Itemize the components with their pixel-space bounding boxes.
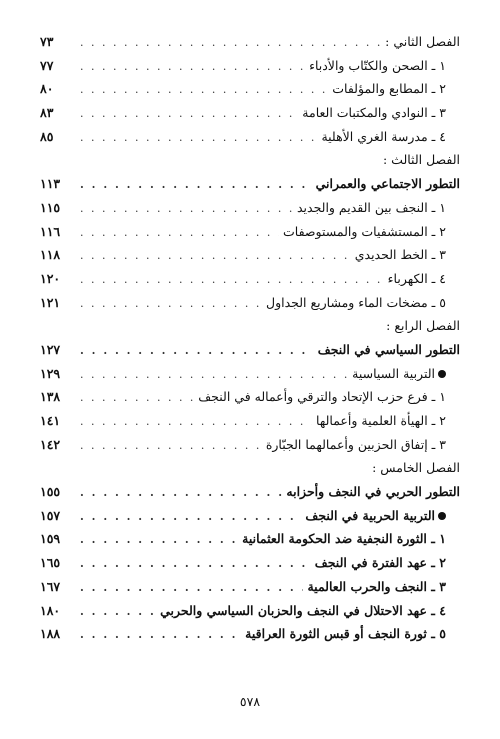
dot-leader bbox=[80, 221, 279, 245]
toc-entry-text: ٢ ـ المطابع والمؤلفات bbox=[332, 81, 446, 97]
toc-page-number: ٧٧ bbox=[40, 57, 54, 73]
toc-entry bbox=[40, 551, 460, 575]
toc-page-number: ١٦٧ bbox=[40, 578, 61, 594]
toc-entry bbox=[40, 385, 460, 409]
toc-chapter-heading bbox=[40, 456, 460, 480]
toc-entry-title bbox=[352, 362, 460, 386]
toc-entry-text: ٤ ـ الكهرباء bbox=[387, 270, 446, 286]
toc-entry bbox=[40, 599, 460, 623]
toc-entry-title bbox=[388, 267, 460, 291]
toc-page-number: ١٢١ bbox=[40, 294, 61, 310]
toc-entry-text: ٤ ـ مدرسة الغري الأهلية bbox=[321, 128, 446, 144]
dot-leader bbox=[80, 78, 328, 102]
toc-page-number: ١٥٩ bbox=[40, 531, 61, 547]
toc-entry-text: الفصل الرابع : bbox=[386, 318, 460, 334]
table-of-contents bbox=[40, 30, 460, 646]
toc-entry-text: ١ ـ النجف بين القديم والجديد bbox=[296, 199, 446, 215]
toc-entry-title bbox=[302, 101, 460, 125]
toc-entry-title bbox=[307, 575, 460, 599]
toc-chapter-heading bbox=[40, 148, 460, 172]
toc-entry bbox=[40, 338, 460, 362]
toc-entry-title bbox=[309, 54, 460, 78]
toc-page-number: ١٣٨ bbox=[40, 389, 61, 405]
toc-page-number: ٨٣ bbox=[40, 105, 54, 121]
toc-entry bbox=[40, 77, 460, 101]
toc-entry bbox=[40, 30, 460, 54]
toc-entry-title bbox=[198, 385, 460, 409]
toc-page-number: ١١٣ bbox=[40, 176, 61, 192]
toc-page-number: ١١٨ bbox=[40, 247, 61, 263]
toc-entry bbox=[40, 125, 460, 149]
dot-leader bbox=[80, 410, 312, 434]
dot-leader bbox=[80, 292, 262, 316]
dot-leader bbox=[80, 552, 311, 576]
toc-page-number: ١٥٧ bbox=[40, 507, 61, 523]
dot-leader bbox=[80, 623, 241, 647]
toc-entry-text: ٥ ـ ثورة النجف أو قبس الثورة العراقية bbox=[245, 626, 446, 642]
dot-leader bbox=[80, 505, 301, 529]
toc-entry-text: التطور السياسي في النجف bbox=[317, 341, 460, 357]
toc-page-number: ١٦٥ bbox=[40, 555, 61, 571]
dot-leader bbox=[80, 197, 293, 221]
toc-page-number: ١٨٨ bbox=[40, 626, 61, 642]
toc-entry-text: ١ ـ الصحن والكتّاب والأدباء bbox=[309, 57, 446, 73]
toc-entry bbox=[40, 54, 460, 78]
toc-entry bbox=[40, 409, 460, 433]
toc-entry-text: ٣ ـ إتفاق الحزبين وأعمالهما الجبّارة bbox=[265, 436, 446, 452]
toc-entry-text: ٥ ـ مضخات الماء ومشاريع الجداول bbox=[266, 294, 446, 310]
toc-entry-text: الفصل الخامس : bbox=[372, 460, 460, 476]
dot-leader bbox=[80, 339, 314, 363]
toc-entry bbox=[40, 243, 460, 267]
toc-entry-text: التطور الحربي في النجف وأحزابه bbox=[286, 484, 460, 500]
toc-entry-text: ٢ ـ الهيأة العلمية وأعمالها bbox=[316, 413, 446, 428]
toc-page-number: ١١٥ bbox=[40, 199, 61, 215]
toc-entry bbox=[40, 101, 460, 125]
dot-leader bbox=[80, 31, 381, 55]
toc-entry bbox=[40, 196, 460, 220]
toc-entry-title bbox=[242, 527, 460, 551]
toc-entry-title bbox=[305, 504, 460, 528]
toc-entry-title bbox=[297, 196, 460, 220]
toc-entry-title bbox=[385, 30, 460, 54]
toc-entry-title bbox=[160, 599, 460, 623]
toc-entry-text: ٤ ـ عهد الاحتلال في النجف والحزبان السياسي والحربي bbox=[160, 602, 446, 618]
toc-entry-title bbox=[245, 622, 460, 646]
dot-leader bbox=[80, 55, 305, 79]
page-number: ٥٧٨ bbox=[239, 694, 261, 709]
toc-entry-title bbox=[332, 77, 460, 101]
toc-entry-text: التطور الاجتماعي والعمراني bbox=[315, 176, 460, 192]
dot-leader bbox=[80, 528, 238, 552]
bullet-icon bbox=[438, 370, 446, 378]
toc-page-number: ١٨٠ bbox=[40, 602, 61, 618]
toc-entry-text: الفصل الثاني : bbox=[385, 34, 460, 49]
toc-entry-title bbox=[315, 551, 460, 575]
dot-leader bbox=[80, 576, 303, 600]
toc-entry bbox=[40, 575, 460, 599]
toc-entry-title bbox=[286, 480, 460, 504]
toc-entry-title bbox=[386, 314, 460, 338]
toc-entry-title bbox=[383, 148, 460, 172]
toc-entry-text: ٢ ـ المستشفيات والمستوصفات bbox=[283, 223, 446, 239]
toc-entry-title bbox=[316, 409, 460, 433]
bullet-icon bbox=[438, 512, 446, 520]
toc-entry-title bbox=[372, 456, 460, 480]
toc-entry-title bbox=[318, 338, 460, 362]
toc-page-number: ٧٣ bbox=[40, 34, 54, 49]
dot-leader bbox=[80, 363, 348, 387]
dot-leader bbox=[80, 126, 317, 150]
toc-chapter-heading bbox=[40, 314, 460, 338]
dot-leader bbox=[80, 173, 312, 197]
toc-entry-text: التربية السياسية bbox=[352, 365, 435, 381]
toc-page-number: ١٢٧ bbox=[40, 341, 61, 357]
dot-leader bbox=[80, 481, 282, 505]
toc-page-number: ٨٥ bbox=[40, 128, 54, 144]
toc-entry-text: ١ ـ الثورة النجفية ضد الحكومة العثمانية bbox=[242, 531, 446, 547]
dot-leader bbox=[80, 386, 194, 410]
toc-entry-text: ١ ـ فرع حزب الإتحاد والترقي وأعماله في النجف bbox=[198, 389, 446, 405]
toc-entry bbox=[40, 291, 460, 315]
toc-page-number: ١٢٠ bbox=[40, 270, 61, 286]
dot-leader bbox=[80, 600, 156, 624]
toc-entry bbox=[40, 267, 460, 291]
toc-entry bbox=[40, 480, 460, 504]
toc-page-number: ١٢٩ bbox=[40, 365, 61, 381]
dot-leader bbox=[80, 244, 351, 268]
toc-entry bbox=[40, 504, 460, 528]
toc-page-number: ١١٦ bbox=[40, 223, 61, 239]
toc-page-number: ١٤١ bbox=[40, 413, 61, 428]
toc-entry-title bbox=[355, 243, 460, 267]
toc-entry-text: ٢ ـ عهد الفترة في النجف bbox=[314, 555, 446, 571]
toc-entry bbox=[40, 362, 460, 386]
dot-leader bbox=[80, 268, 384, 292]
toc-page-number: ١٤٢ bbox=[40, 436, 61, 452]
toc-entry-title bbox=[266, 433, 460, 457]
toc-page-number: ١٥٥ bbox=[40, 484, 61, 500]
dot-leader bbox=[80, 102, 298, 126]
toc-entry bbox=[40, 622, 460, 646]
toc-entry-text: التربية الحربية في النجف bbox=[305, 507, 435, 523]
toc-entry-text: ٣ ـ النجف والحرب العالمية bbox=[307, 578, 446, 594]
toc-entry bbox=[40, 172, 460, 196]
toc-entry bbox=[40, 433, 460, 457]
dot-leader bbox=[80, 434, 262, 458]
toc-entry-title bbox=[266, 291, 460, 315]
toc-entry-text: الفصل الثالث : bbox=[382, 152, 460, 168]
toc-entry-title bbox=[283, 220, 460, 244]
toc-page-number: ٨٠ bbox=[40, 81, 54, 97]
toc-entry-title bbox=[316, 172, 460, 196]
toc-entry-text: ٣ ـ الخط الحديدي bbox=[354, 247, 446, 263]
toc-entry bbox=[40, 220, 460, 244]
toc-entry bbox=[40, 527, 460, 551]
toc-entry-title bbox=[321, 125, 460, 149]
toc-entry-text: ٣ ـ النوادي والمكتبات العامة bbox=[302, 105, 446, 121]
